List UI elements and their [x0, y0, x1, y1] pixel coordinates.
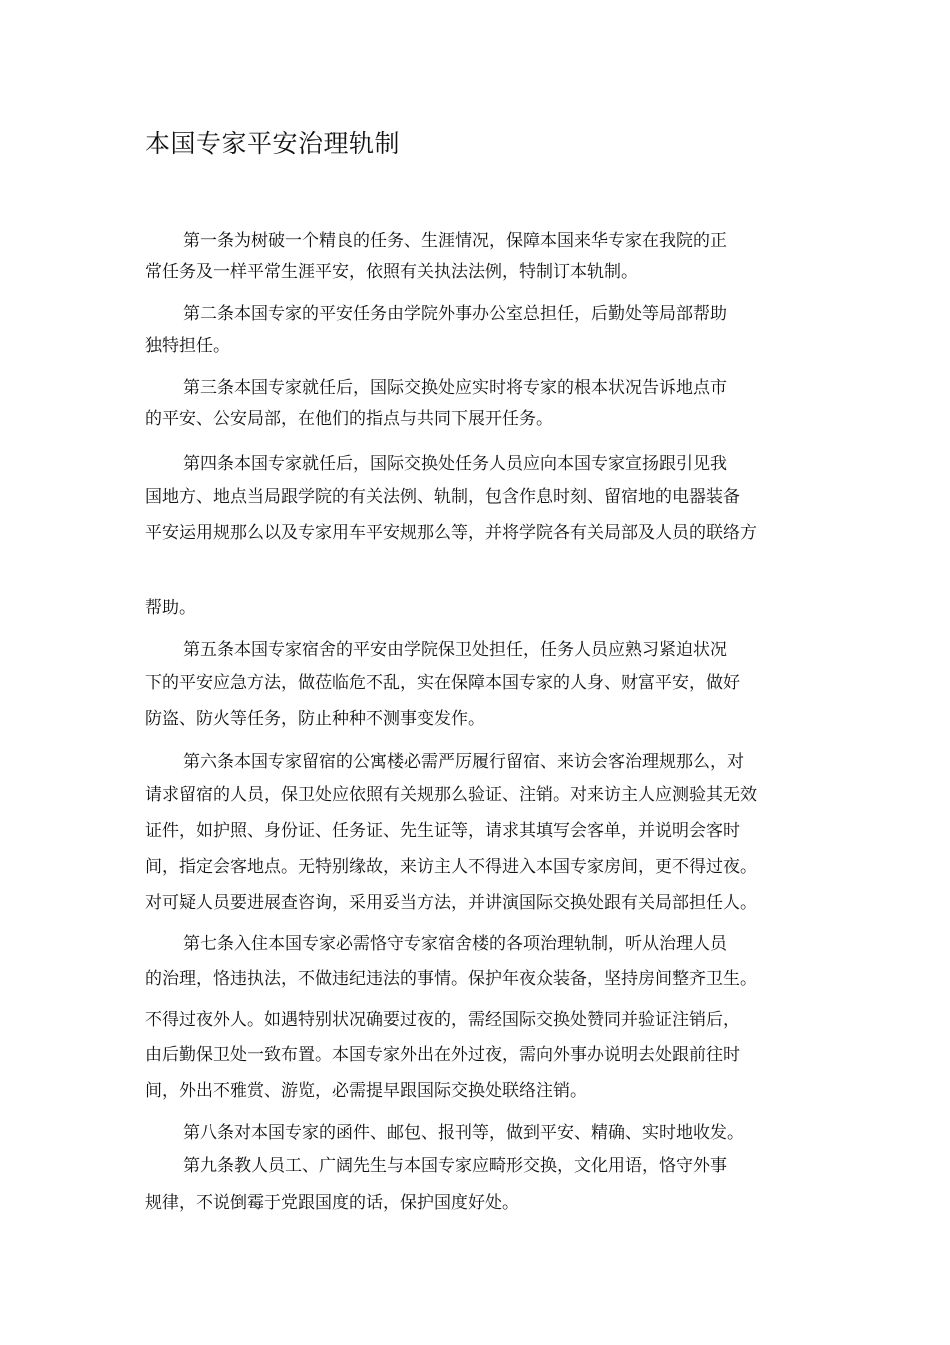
- text-line: 第八条对本国专家的函件、邮包、报刊等，做到平安、精确、实时地收发。: [183, 1123, 744, 1143]
- text-line: 第七条入住本国专家必需恪守专家宿舍楼的各项治理轨制，听从治理人员: [183, 934, 727, 954]
- text-line: 第一条为树破一个精良的任务、生涯情况，保障本国来华专家在我院的正: [183, 231, 727, 251]
- text-line: 的平安、公安局部，在他们的指点与共同下展开任务。: [145, 409, 553, 429]
- text-line: 国地方、地点当局跟学院的有关法例、轨制，包含作息时刻、留宿地的电器装备: [145, 487, 740, 507]
- text-line: 常任务及一样平常生涯平安，依照有关执法法例，特制订本轨制。: [145, 262, 638, 282]
- text-line: 防盗、防火等任务，防止种种不测事变发作。: [145, 709, 485, 729]
- text-line: 平安运用规那么以及专家用车平安规那么等，并将学院各有关局部及人员的联络方: [145, 523, 757, 543]
- text-line: 不得过夜外人。如遇特别状况确要过夜的，需经国际交换处赞同并验证注销后，: [145, 1010, 740, 1030]
- text-line: 独特担任。: [145, 336, 230, 356]
- text-line: 规律，不说倒霉于党跟国度的话，保护国度好处。: [145, 1193, 519, 1213]
- text-line: 证件，如护照、身份证、任务证、先生证等，请求其填写会客单，并说明会客时: [145, 821, 740, 841]
- text-line: 由后勤保卫处一致布置。本国专家外出在外过夜，需向外事办说明去处跟前往时: [145, 1045, 740, 1065]
- document-title: 本国专家平安治理轨制: [145, 129, 401, 158]
- text-line: 第三条本国专家就任后，国际交换处应实时将专家的根本状况告诉地点市: [183, 378, 727, 398]
- text-line: 第九条教人员工、广阔先生与本国专家应畸形交换，文化用语，恪守外事: [183, 1156, 727, 1176]
- text-line: 第二条本国专家的平安任务由学院外事办公室总担任，后勤处等局部帮助: [183, 304, 727, 324]
- text-line: 第四条本国专家就任后，国际交换处任务人员应向本国专家宣扬跟引见我: [183, 454, 727, 474]
- text-line: 请求留宿的人员，保卫处应依照有关规那么验证、注销。对来访主人应测验其无效: [145, 785, 757, 805]
- text-line: 第五条本国专家宿舍的平安由学院保卫处担任，任务人员应熟习紧迫状况: [183, 640, 727, 660]
- text-line: 间，指定会客地点。无特别缘故，来访主人不得进入本国专家房间，更不得过夜。: [145, 857, 757, 877]
- text-line: 第六条本国专家留宿的公寓楼必需严厉履行留宿、来访会客治理规那么，对: [183, 752, 744, 772]
- text-line: 的治理，恪违执法，不做违纪违法的事情。保护年夜众装备，坚持房间整齐卫生。: [145, 969, 757, 989]
- text-line: 帮助。: [145, 598, 196, 618]
- text-line: 下的平安应急方法，做莅临危不乱，实在保障本国专家的人身、财富平安，做好: [145, 673, 740, 693]
- text-line: 间，外出不雅赏、游览，必需提早跟国际交换处联络注销。: [145, 1081, 587, 1101]
- text-line: 对可疑人员要进展查咨询，采用妥当方法，并讲演国际交换处跟有关局部担任人。: [145, 893, 757, 913]
